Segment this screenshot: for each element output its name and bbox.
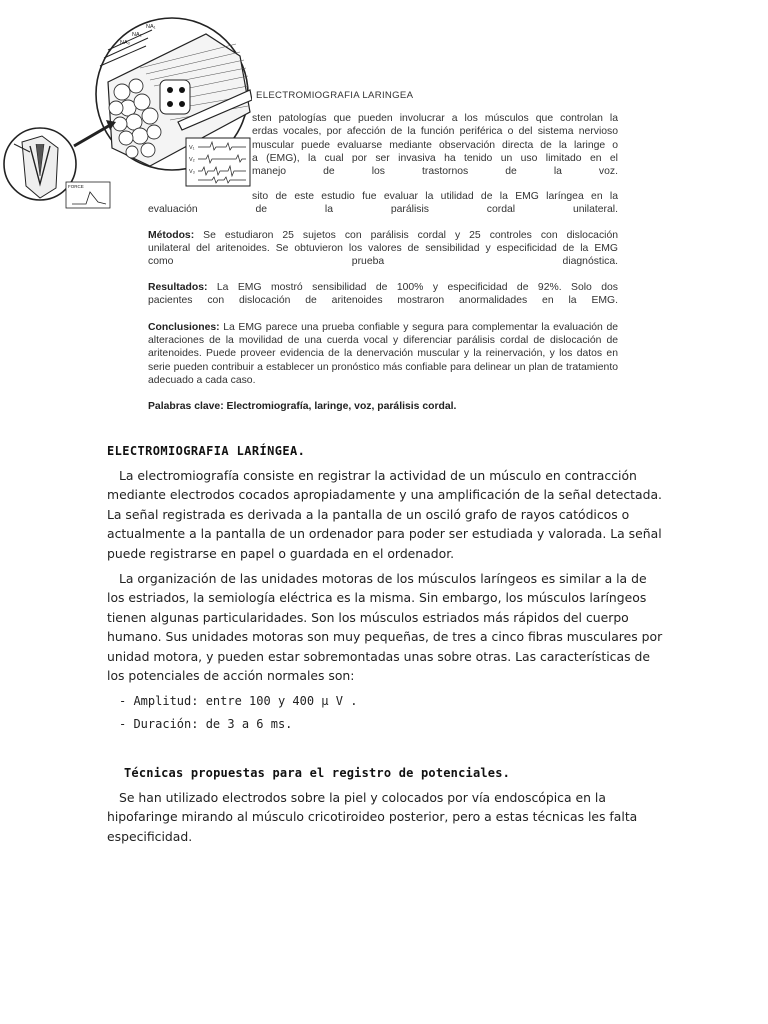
abstract-title: ELECTROMIOGRAFIA LARINGEA bbox=[256, 90, 414, 101]
abstract-methods bbox=[148, 229, 618, 269]
abstract-results bbox=[148, 281, 618, 307]
body-paragraph: La organización de las unidades motoras de los músculos laríngeos es similar a la de los estriados, la semiología eléctrica es la misma. Sin embargo, los músculos laríngeos tienen algunas particularidades. Son los músculos estriados más rápidos del cuerpo humano. Sus unidades motoras son muy pequeñas, de tres a cinco fibras musculares por unidad motora, y pueden estar sobremontadas unas sobre otras. Las características de los potenciales de acción normales son: bbox=[107, 571, 663, 684]
methods-label: Métodos: bbox=[148, 230, 195, 241]
abstract-objective-line: sito de este estudio fue evaluar la utilidad de la EMG laríngea en la bbox=[252, 191, 618, 202]
force-graph bbox=[66, 182, 110, 208]
abstract-intro-line: manejo de los trastornos de la voz. bbox=[252, 166, 618, 178]
abstract-objective-line: evaluación de la parálisis cordal unilateral. bbox=[148, 204, 618, 216]
label-na2: NA₂ bbox=[132, 32, 142, 38]
emg-trace-panel bbox=[186, 138, 250, 186]
label-v1: V₁ bbox=[189, 145, 195, 151]
label-na1: NA₁ bbox=[146, 24, 156, 30]
abstract-intro-line: erdas vocales, por afección de la función periférica o del sistema nervioso bbox=[252, 126, 618, 138]
list-item: - Amplitud: entre 100 y 400 µ V . bbox=[119, 694, 358, 708]
abstract-intro-line: sten patologías que pueden involucrar a los músculos que controlan la bbox=[252, 113, 618, 124]
methods-text: unilateral del aritenoides. Se obtuvieron los valores de sensibilidad y especificidad de la EMG bbox=[148, 243, 618, 255]
body-paragraph: Se han utilizado electrodos sobre la piel y colocados por vía endoscópica en la hipofaringe mirando al músculo cricotiroideo posterior, pero a estas técnicas les falta especificidad. bbox=[107, 790, 638, 844]
methods-text: Se estudiaron 25 sujetos con parálisis cordal y 25 controles con dislocación bbox=[194, 230, 618, 241]
methods-text: como prueba diagnóstica. bbox=[148, 256, 618, 268]
conclusions-text: La EMG parece una prueba confiable y segura para complementar la evaluación de alteraciones de la movilidad de una cuerda vocal y diferenciar parálisis cordal de dislocación de aritenoides. Puede proveer evidencia de la denervación muscular y la reinervación, y los datos en serie pueden contribuir a establecer un pronóstico más confiable para delinear un plan de tratamiento adecuado a cada caso. bbox=[148, 322, 618, 386]
abstract-intro-line: muscular puede evaluarse mediante observación directa de la laringe o bbox=[252, 139, 618, 151]
list-item: - Duración: de 3 a 6 ms. bbox=[119, 717, 293, 731]
section-heading: Técnicas propuestas para el registro de potenciales. bbox=[124, 766, 511, 780]
label-force: FORCE bbox=[68, 184, 84, 189]
abstract-conclusions bbox=[148, 321, 618, 387]
abstract-intro-line: a (EMG), la cual por ser invasiva ha tenido un uso limitado en el bbox=[252, 152, 618, 164]
abstract-keywords: Palabras clave: Electromiografía, laringe, voz, parálisis cordal. bbox=[148, 401, 457, 412]
body-paragraph: La electromiografía consiste en registrar la actividad de un músculo en contracción mediante electrodos cocados apropiadamente y una amplificación de la señal detectada. La señal registrada es derivada a la pantalla de un osciló grafo de rayos catódicos o actualmente a la pantalla de un ordenador para poder ser estudiada y valorada. La señal puede registrarse en papel o guardada en el ordenador. bbox=[107, 468, 662, 561]
results-text: pacientes con dislocación de aritenoides mostraron anormalidades en la EMG. bbox=[148, 295, 618, 307]
abstract-objective bbox=[148, 190, 618, 217]
properties-list bbox=[119, 690, 357, 736]
section-heading: ELECTROMIOGRAFIA LARÍNGEA. bbox=[107, 444, 306, 458]
label-v2: V₂ bbox=[189, 157, 195, 163]
label-v3: V₃ bbox=[189, 169, 195, 175]
label-na3: NA₃ bbox=[120, 40, 130, 46]
muscle-illustration bbox=[0, 16, 252, 212]
results-label: Resultados: bbox=[148, 282, 208, 293]
conclusions-label: Conclusiones: bbox=[148, 322, 220, 333]
results-text: La EMG mostró sensibilidad de 100% y especificidad de 92%. Solo dos bbox=[207, 282, 618, 293]
abstract-intro bbox=[252, 112, 618, 178]
